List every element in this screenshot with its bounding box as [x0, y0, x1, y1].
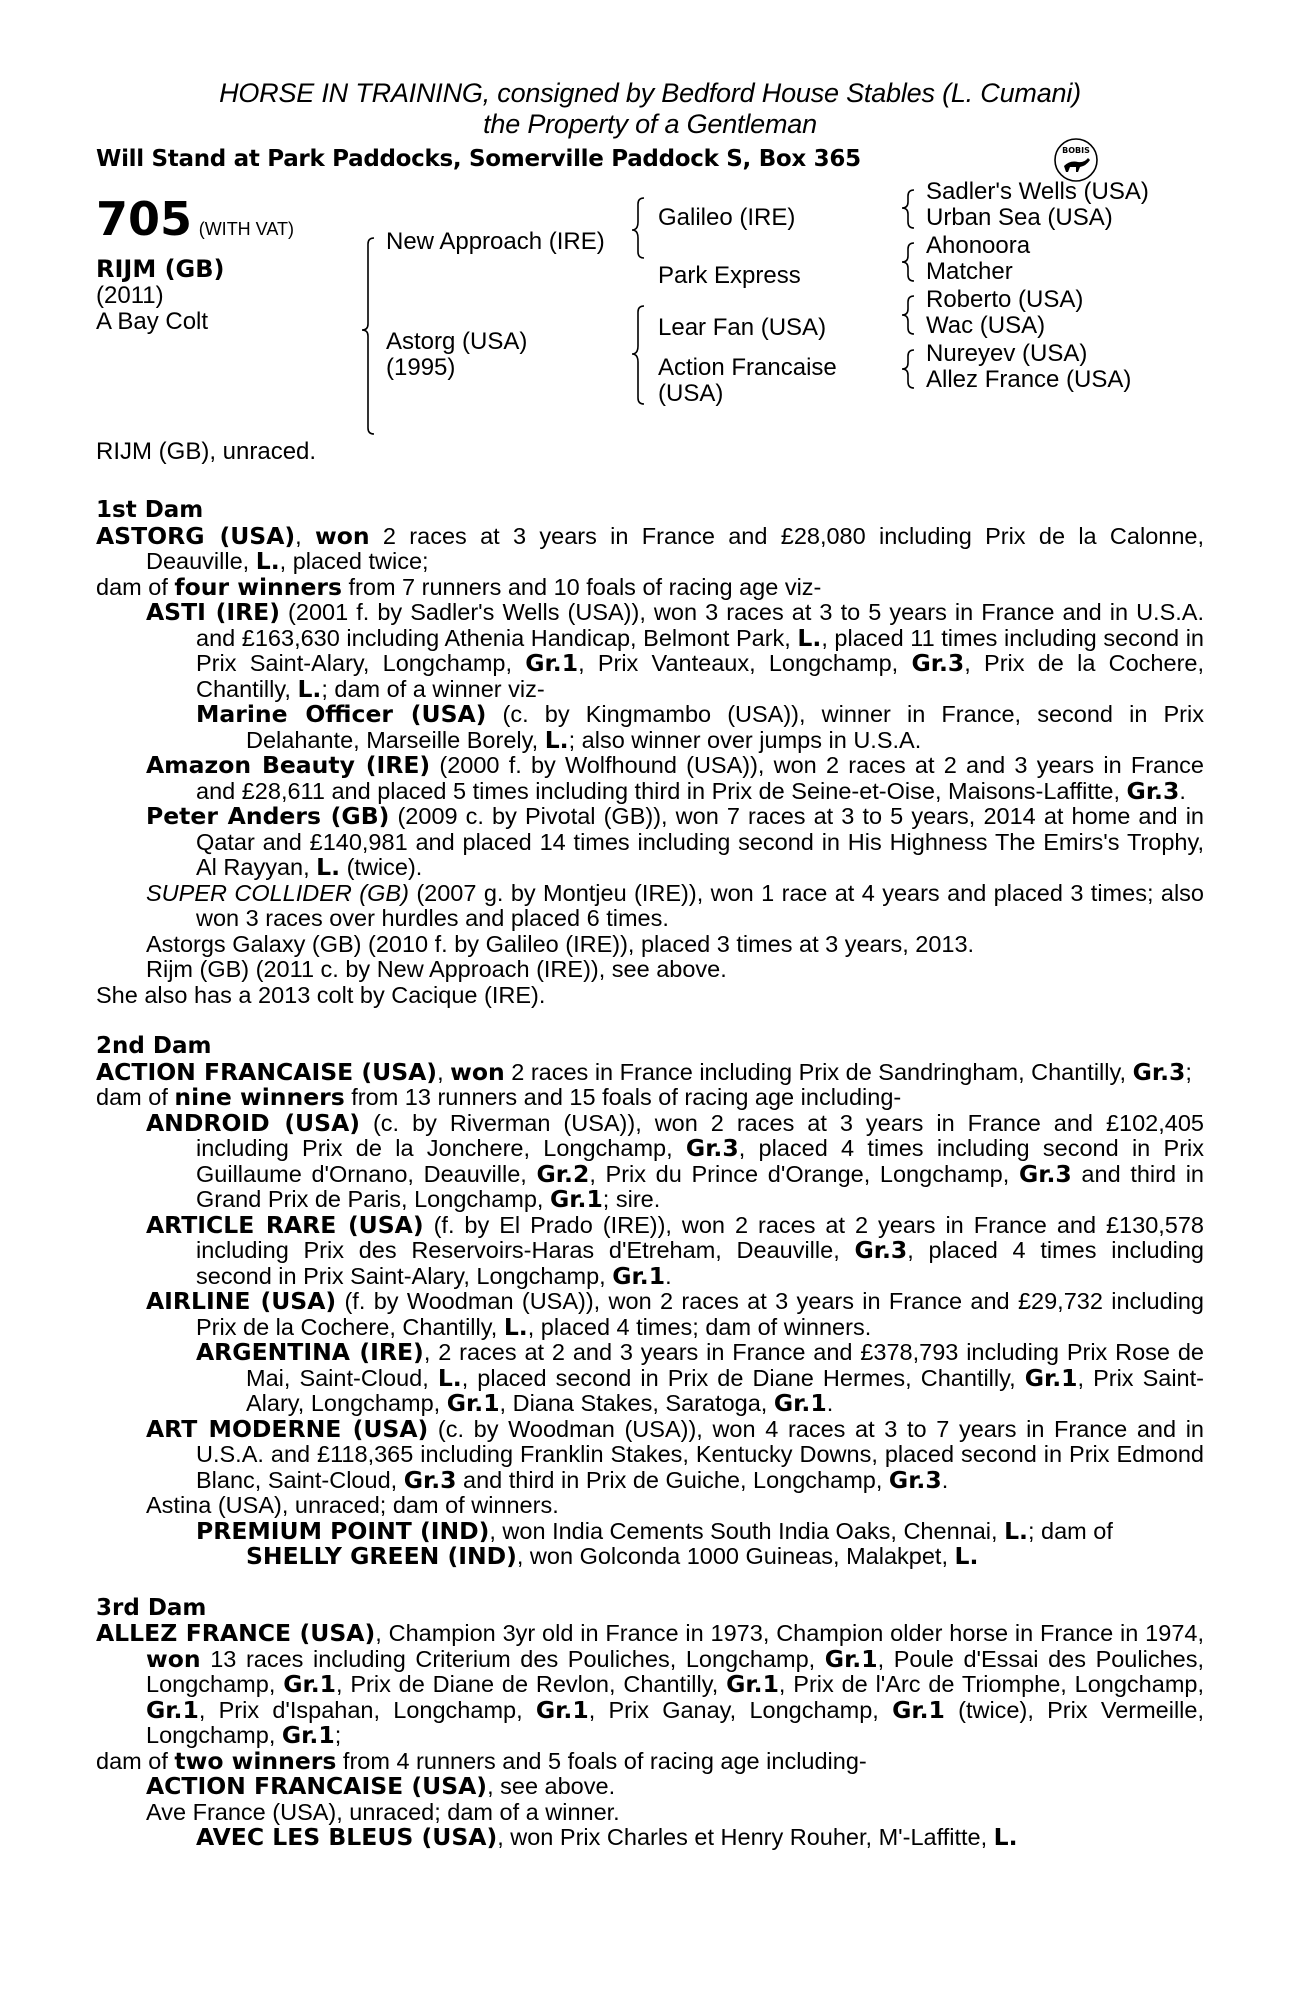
produce-android: ANDROID (USA) (c. by Riverman (USA)), won 2 races at 3 years in France and £102,405 including Prix de la Jonchere, Longchamp, Gr.3, placed 4 times including second in Prix Guillaume d'Ornano, Deauville, Gr.2, Prix du Prince d'Orange, Longchamp, Gr.3 and third in Grand Prix de Paris, Longchamp, Gr.1; sire.: [146, 1108, 1204, 1213]
pedigree-sire: New Approach (IRE): [386, 228, 605, 255]
lot-number-line: [96, 194, 294, 244]
pedigree-g3-6: Wac (USA): [926, 312, 1046, 339]
bracket-dam: [632, 306, 644, 404]
first-dam-heading: 1st Dam: [96, 497, 204, 523]
lot-year: (2011): [96, 282, 164, 309]
pedigree-dam-sire: Lear Fan (USA): [658, 314, 827, 341]
bracket-sire: [632, 198, 644, 258]
produce-rijm: Rijm (GB) (2011 c. by New Approach (IRE)), see above.: [146, 956, 727, 982]
header-stand-location: Will Stand at Park Paddocks, Somerville Paddock S, Box 365: [96, 146, 861, 172]
lot-number: 705: [96, 192, 193, 246]
produce-amazon-beauty: Amazon Beauty (IRE) (2000 f. by Wolfhound (USA)), won 2 races at 2 and 3 years in France and £28,611 and placed 5 times including third in Prix de Seine-et-Oise, Maisons-Laffitte, Gr.3.: [146, 751, 1204, 805]
catalogue-page: [96, 78, 1204, 1851]
pedigree-g3-2: Urban Sea (USA): [926, 204, 1113, 231]
produce-peter-anders: Peter Anders (GB) (2009 c. by Pivotal (GB)), won 7 races at 3 to 5 years, 2014 at home and in Qatar and £140,981 and placed 14 times including second in His Highness The Emirs's Trophy, Al Rayyan, L. (twice).: [146, 802, 1204, 881]
pedigree-dam: Astorg (USA): [386, 328, 528, 355]
header-consignor: HORSE IN TRAINING, consigned by Bedford House Stables (L. Cumani): [219, 78, 1081, 108]
bobis-logo: [1052, 136, 1100, 184]
pedigree-sire-sire: Galileo (IRE): [658, 204, 796, 231]
intro-line: RIJM (GB), unraced.: [96, 438, 317, 465]
produce-action-francaise: ACTION FRANCAISE (USA), see above.: [146, 1772, 616, 1800]
lot-name: RIJM (GB): [96, 255, 225, 283]
lot-vat: (WITH VAT): [198, 219, 295, 239]
third-dam-dam-of: dam of two winners from 4 runners and 5 foals of racing age including-: [96, 1746, 867, 1775]
pedigree-table: [96, 178, 1204, 498]
second-dam-entry: ACTION FRANCAISE (USA), won 2 races in France including Prix de Sandringham, Chantilly, Gr.3;: [96, 1057, 1192, 1086]
header-property: the Property of a Gentleman: [483, 109, 817, 139]
bracket-gen1: [362, 238, 374, 434]
pedigree-dam-dam: Action Francaise: [658, 354, 837, 381]
third-dam-heading: 3rd Dam: [96, 1594, 207, 1621]
produce-asti: ASTI (IRE) (2001 f. by Sadler's Wells (USA)), won 3 races at 3 to 5 years in France and in U.S.A. and £163,630 including Athenia Handicap, Belmont Park, L., placed 11 times including second in Prix Saint-Alary, Longchamp, Gr.1, Prix Vanteaux, Longchamp, Gr.3, Prix de la Cochere, Chantilly, L.; dam of a winner viz-: [146, 598, 1205, 703]
produce-premium-point: PREMIUM POINT (IND), won India Cements South India Oaks, Chennai, L.; dam of: [196, 1516, 1113, 1545]
produce-super-collider: SUPER COLLIDER (GB) (2007 g. by Montjeu (IRE)), won 1 race at 4 years and placed 3 times; also won 3 races over hurdles and placed 6 times.: [146, 879, 1204, 931]
lot-description: A Bay Colt: [96, 308, 209, 335]
first-dam-also: She also has a 2013 colt by Cacique (IRE).: [96, 981, 546, 1008]
pedigree-g3-1: Sadler's Wells (USA): [926, 178, 1149, 205]
produce-astorgs-galaxy: Astorgs Galaxy (GB) (2010 f. by Galileo (IRE)), placed 3 times at 3 years, 2013.: [146, 930, 975, 957]
produce-shelly-green: SHELLY GREEN (IND), won Golconda 1000 Guineas, Malakpet, L.: [246, 1542, 979, 1570]
produce-marine-officer: Marine Officer (USA) (c. by Kingmambo (USA)), winner in France, second in Prix Delahante, Marseille Borely, L.; also winner over jumps in U.S.A.: [196, 700, 1204, 754]
pedigree-dam-dam-origin: (USA): [658, 380, 724, 407]
pedigree-sire-dam: Park Express: [658, 262, 801, 289]
pedigree-g3-4: Matcher: [926, 258, 1013, 285]
pedigree-g3-7: Nureyev (USA): [926, 340, 1088, 367]
produce-ave-france: Ave France (USA), unraced; dam of a winner.: [146, 1798, 620, 1825]
third-dam-entry: ALLEZ FRANCE (USA), Champion 3yr old in France in 1973, Champion older horse in France in 1974, won 13 races including Criterium des Pouliches, Longchamp, Gr.1, Poule d'Essai des Pouliches, Longchamp, Gr.1, Prix de Diane de Revlon, Chantilly, Gr.1, Prix de l'Arc de Triomphe, Longchamp, Gr.1, Prix d'Ispahan, Longchamp, Gr.1, Prix Ganay, Longchamp, Gr.1 (twice), Prix Vermeille, Longchamp, Gr.1;: [96, 1619, 1204, 1749]
produce-article-rare: ARTICLE RARE (USA) (f. by El Prado (IRE)), won 2 races at 2 years in France and £130,578 including Prix des Reservoirs-Haras d'Etreham, Deauville, Gr.3, placed 4 times including second in Prix Saint-Alary, Longchamp, Gr.1.: [146, 1210, 1205, 1290]
produce-avec-les-bleus: AVEC LES BLEUS (USA), won Prix Charles et Henry Rouher, M'-Laffitte, L.: [196, 1823, 1018, 1851]
produce-art-moderne: ART MODERNE (USA) (c. by Woodman (USA)), won 4 races at 3 to 7 years in France and in U.S.A. and £118,365 including Franklin Stakes, Kentucky Downs, placed second in Prix Edmond Blanc, Saint-Cloud, Gr.3 and third in Prix de Guiche, Longchamp, Gr.3.: [146, 1414, 1204, 1494]
first-dam-dam-of: dam of four winners from 7 runners and 10 foals of racing age viz-: [96, 572, 822, 601]
produce-airline: AIRLINE (USA) (f. by Woodman (USA)), won 2 races at 3 years in France and £29,732 including Prix de la Cochere, Chantilly, L., placed 4 times; dam of winners.: [146, 1287, 1204, 1341]
pedigree-g3-5: Roberto (USA): [926, 286, 1084, 313]
pedigree-dam-year: (1995): [386, 354, 456, 381]
pedigree-g3-8: Allez France (USA): [926, 366, 1132, 393]
second-dam-heading: 2nd Dam: [96, 1033, 212, 1059]
produce-argentina: ARGENTINA (IRE), 2 races at 2 and 3 years in France and £378,793 including Prix Rose de Mai, Saint-Cloud, L., placed second in Prix de Diane Hermes, Chantilly, Gr.1, Prix Saint-Alary, Longchamp, Gr.1, Diana Stakes, Saratoga, Gr.1.: [196, 1338, 1205, 1417]
first-dam-entry: ASTORG (USA), won 2 races at 3 years in France and £28,080 including Prix de la Calonne, Deauville, L., placed twice;: [96, 521, 1205, 575]
second-dam-dam-of: dam of nine winners from 13 runners and 15 foals of racing age including-: [96, 1083, 902, 1111]
produce-astina: Astina (USA), unraced; dam of winners.: [146, 1492, 559, 1518]
produce-record: [96, 498, 1204, 1851]
bobis-logo-text: BOBIS: [1062, 146, 1090, 155]
pedigree-g3-3: Ahonoora: [926, 232, 1031, 259]
